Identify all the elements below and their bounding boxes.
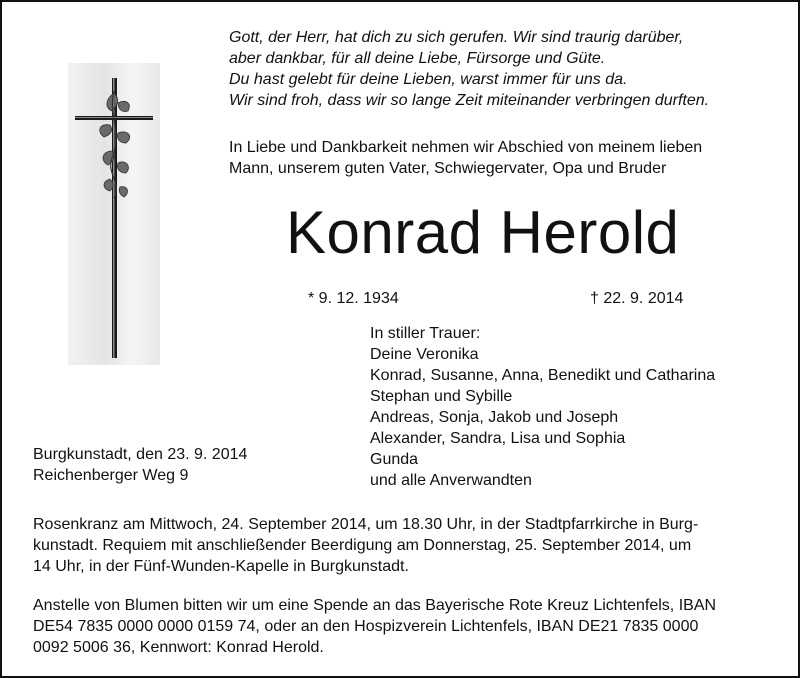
crucifix-with-ivy-icon <box>68 63 160 365</box>
intro-text <box>229 137 702 179</box>
birth-date: * 9. 12. 1934 <box>308 290 399 307</box>
poem-line: Wir sind froh, dass wir so lange Zeit miteinander verbringen durften. <box>229 92 710 109</box>
service-line: kunstadt. Requiem mit anschließender Beerdigung am Donnerstag, 25. September 2014, um <box>33 537 692 554</box>
mourners-line: und alle Anverwandten <box>370 472 532 489</box>
poem-line: Gott, der Herr, hat dich zu sich gerufen. Wir sind traurig darüber, <box>229 29 684 46</box>
deceased-name: Konrad Herold <box>286 199 680 266</box>
donation-line: DE54 7835 0000 0000 0159 74, oder an den Hospizverein Lichtenfels, IBAN DE21 7835 0000 <box>33 618 699 635</box>
service-info <box>33 514 698 577</box>
poem-line: aber dankbar, für all deine Liebe, Fürsorge und Güte. <box>229 50 606 67</box>
mourners-line: Gunda <box>370 451 419 468</box>
death-date: † 22. 9. 2014 <box>590 290 684 307</box>
mourners-line: Konrad, Susanne, Anna, Benedikt und Catharina <box>370 367 716 384</box>
mourners-list <box>370 323 715 491</box>
poem-line: Du hast gelebt für deine Lieben, warst immer für uns da. <box>229 71 628 88</box>
mourners-line: Deine Veronika <box>370 346 479 363</box>
place-line: Burgkunstadt, den 23. 9. 2014 <box>33 446 248 463</box>
service-line: 14 Uhr, in der Fünf-Wunden-Kapelle in Burgkunstadt. <box>33 558 409 575</box>
poem <box>229 27 709 111</box>
address-line: Reichenberger Weg 9 <box>33 467 189 484</box>
mourners-line: Andreas, Sonja, Jakob und Joseph <box>370 409 619 426</box>
donation-info <box>33 595 716 658</box>
service-line: Rosenkranz am Mittwoch, 24. September 2014, um 18.30 Uhr, in der Stadtpfarrkirche in Burg- <box>33 516 699 533</box>
intro-line: Mann, unserem guten Vater, Schwiegervater, Opa und Bruder <box>229 160 667 177</box>
intro-line: In Liebe und Dankbarkeit nehmen wir Abschied von meinem lieben <box>229 139 703 156</box>
mourners-line: In stiller Trauer: <box>370 325 481 342</box>
mourners-line: Stephan und Sybille <box>370 388 513 405</box>
donation-line: Anstelle von Blumen bitten wir um eine Spende an das Bayerische Rote Kreuz Lichtenfels, IBAN <box>33 597 717 614</box>
place-and-address <box>33 444 247 486</box>
donation-line: 0092 5006 36, Kennwort: Konrad Herold. <box>33 639 324 656</box>
mourners-line: Alexander, Sandra, Lisa und Sophia <box>370 430 626 447</box>
